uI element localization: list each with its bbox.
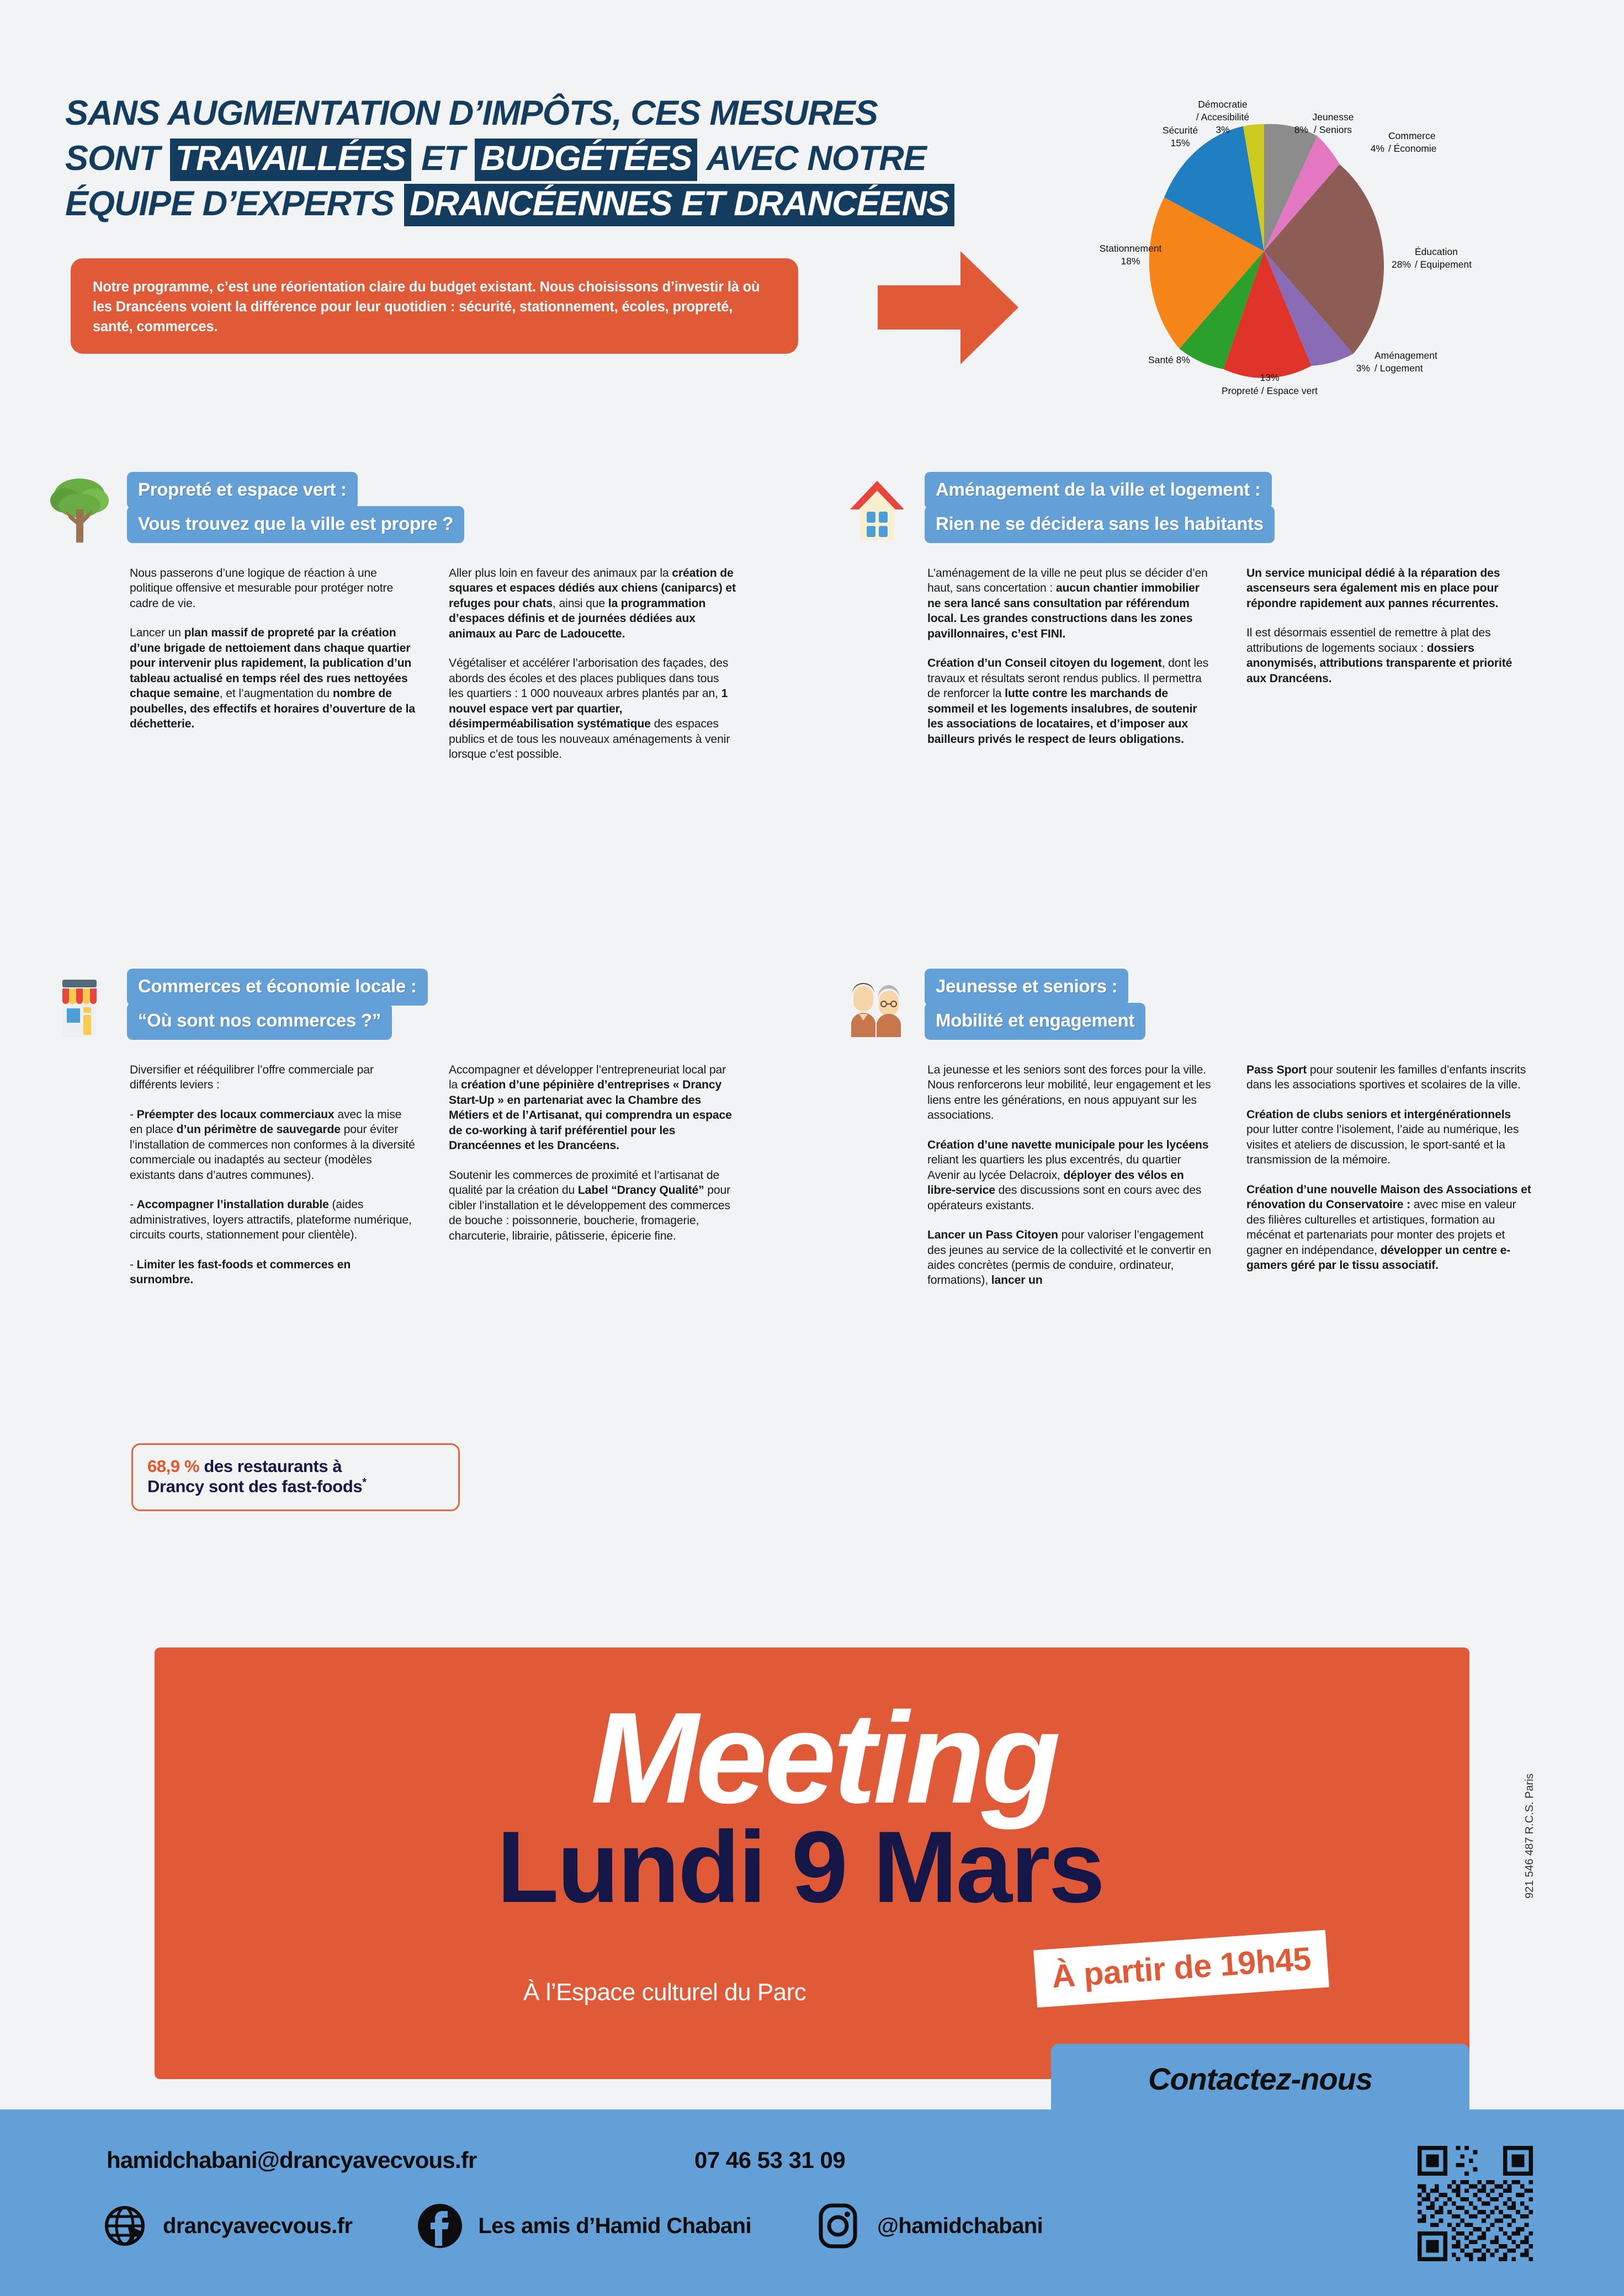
- paragraph: - Préempter des locaux commerciaux avec la mise en place d’un périmètre de sauvegarde pour éviter l’installation de commerces non conformes à la diversité commerciale ou inadaptés au secteur (modèles existants dans d’autres communes).: [130, 1108, 415, 1182]
- contact-tab-label: Contactez-nous: [1148, 2061, 1372, 2096]
- website-link[interactable]: [102, 2203, 352, 2249]
- legal-rcs: 921 546 487 R.C.S. Paris: [1524, 1773, 1536, 1899]
- section-title: Aménagement de la ville et logement :: [925, 472, 1272, 509]
- email-address[interactable]: [107, 2147, 477, 2173]
- section-subtitle-pill: [925, 1003, 1145, 1040]
- paragraph: Soutenir les commerces de proximité et l’artisanat de qualité par la création du Label “Drancy Qualité” pour cibler l’installation et le développement des commerces de bouche : poissonnerie, boucherie, fromagerie, charcuterie, librairie, pâtisserie, épicerie fine.: [449, 1168, 731, 1242]
- headline-text-2a: SONT: [65, 139, 169, 178]
- stat-line-2: [147, 1476, 444, 1496]
- section-title: Propreté et espace vert :: [127, 472, 358, 509]
- paragraph: Création d’un Conseil citoyen du logement, dont les travaux et résultats seront rendus publics. Il permettra de renforcer la lutte contre les marchands de sommeil et les logements insalubres, de soutenir les associations de locataires, et d’imposer aux bailleurs privés le respect de leurs obligations.: [927, 657, 1209, 746]
- contact-tab[interactable]: [1051, 2044, 1469, 2113]
- pie-label-democratie-pct: 3%: [1216, 124, 1230, 135]
- meeting-place: À l’Espace culturel du Parc: [523, 1979, 806, 2006]
- section-column-2: [449, 566, 736, 762]
- email-part-3: @drancyavecvous.fr: [257, 2147, 477, 2173]
- section-title-pill: [127, 969, 428, 1006]
- pie-label-securite: Sécurité: [1162, 125, 1198, 136]
- section-header: [845, 969, 1584, 1057]
- section-column-1: [927, 566, 1214, 747]
- pie-label-amenagement-1: Aménagement: [1374, 350, 1437, 361]
- section-columns: [927, 566, 1624, 747]
- pie-label-securite-pct: 15%: [1170, 137, 1190, 148]
- pie-label-stationnement: Stationnement: [1099, 243, 1162, 254]
- website-label: drancyavecvous.fr: [163, 2213, 353, 2238]
- paragraph: - Accompagner l’installation durable (aides administratives, loyers attractifs, plateforme numérique, circuits courts, stationnement pour clientèle).: [130, 1198, 412, 1242]
- instagram-label: @hamidchabani: [877, 2213, 1043, 2238]
- paragraph: Création d’une nouvelle Maison des Associations et rénovation du Conservatoire : avec mise en valeur des filières culturelles et artistiques, formation au mécénat et partenariats pour monter des projets et gagner en indépendance, développer un centre e-gamers géré par le tissu associatif.: [1246, 1183, 1531, 1272]
- paragraph: La jeunesse et les seniors sont des forces pour la ville. Nous renforcerons leur mobilité, leur engagement et les liens entre les générations, en nous appuyant sur les associations.: [927, 1064, 1211, 1122]
- headline-highlight-budgetees: BUDGÉTÉES: [475, 139, 697, 181]
- headline-line-2: [65, 136, 1059, 182]
- section-subtitle-pill: [127, 1003, 392, 1040]
- paragraph: L’aménagement de la ville ne peut plus se décider d’en haut, sans concertation : aucun chantier immobilier ne sera lancé sans consultation par référendum local. Les grandes constructions dans les zones pavillonnaires, c’est FINI.: [927, 567, 1208, 640]
- pie-label-jeunesse-pct: 8%: [1294, 124, 1308, 135]
- paragraph: Accompagner et développer l’entrepreneuriat local par la création d’une pépinière d’entreprises « Drancy Start-Up » en partenariat avec la Chambre des Métiers et de l’Artisanat, qui comprendra un espace de co-working à tarif préférentiel pour les Drancéennes et les Drancéens.: [449, 1064, 732, 1152]
- stat-asterisk: *: [362, 1476, 367, 1489]
- meeting-banner: [155, 1647, 1469, 2079]
- stat-text-1: des restaurants à: [199, 1457, 342, 1476]
- section-header: [47, 969, 687, 1057]
- section-column-2: [449, 1062, 736, 1287]
- headline-text-2c: AVEC NOTRE: [698, 139, 926, 178]
- meeting-date: Lundi 9 Mars: [497, 1810, 1103, 1923]
- paragraph: Création de clubs seniors et intergénérationnels pour lutter contre l’isolement, l’aide au numérique, les visites et ateliers de discussion, le sport-santé et la transmission de la mémoire.: [1246, 1108, 1519, 1167]
- section-jeunesse: [845, 969, 1584, 1287]
- section-title-pill: [925, 472, 1272, 509]
- pie-label-education-pct: 28%: [1391, 259, 1411, 270]
- headline-line-1: [65, 91, 1059, 136]
- section-column-2: [1246, 1062, 1533, 1288]
- arrow-right-icon: [878, 251, 1018, 364]
- shop-icon: [47, 972, 112, 1043]
- section-title-pill: [925, 969, 1128, 1006]
- section-columns: [130, 566, 770, 762]
- instagram-icon: [816, 2203, 862, 2249]
- paragraph: Pass Sport pour soutenir les familles d’enfants inscrits dans les associations sportives et scolaires de la ville.: [1246, 1064, 1526, 1092]
- section-subtitle: Mobilité et engagement: [925, 1003, 1145, 1040]
- facebook-label: Les amis d’Hamid Chabani: [478, 2213, 751, 2238]
- section-columns: [130, 1062, 770, 1287]
- email-part-2: chabani: [172, 2147, 257, 2173]
- page-title: [65, 91, 1059, 227]
- qr-code[interactable]: [1413, 2141, 1537, 2266]
- section-title-pill: [127, 472, 358, 509]
- pie-label-proprete: Propreté / Espace vert: [1221, 385, 1318, 396]
- instagram-link[interactable]: [816, 2203, 1043, 2249]
- pie-label-sante: Santé 8%: [1148, 354, 1190, 365]
- paragraph: Diversifier et rééquilibrer l’offre commerciale par différents leviers :: [130, 1064, 374, 1092]
- headline-text-2b: ET: [412, 139, 474, 178]
- paragraph: Il est désormais essentiel de remettre à plat des attributions de logements sociaux : dossiers anonymisés, attributions transparente et priorité aux Drancéens.: [1246, 626, 1512, 685]
- section-column-1: [927, 1062, 1214, 1288]
- footer-contact-bar: [0, 2109, 1624, 2296]
- headline-text-1: SANS AUGMENTATION D’IMPÔTS, CES MESURES: [65, 94, 878, 132]
- paragraph: - Limiter les fast-foods et commerces en surnombre.: [130, 1258, 351, 1286]
- section-subtitle: Rien ne se décidera sans les habitants: [925, 506, 1275, 543]
- section-column-1: [130, 1062, 417, 1287]
- statistic-callout: [131, 1443, 460, 1511]
- seniors-icon: [845, 972, 910, 1043]
- section-subtitle: “Où sont nos commerces ?”: [127, 1003, 392, 1040]
- paragraph: Création d’une navette municipale pour les lycéens reliant les quartiers les plus excentrés, du quartier Avenir au lycée Delacroix, déployer des vélos en libre-service des discussions sont en cours avec des opérateurs existants.: [927, 1138, 1209, 1212]
- pie-label-democratie-1: Démocratie: [1198, 99, 1248, 110]
- facebook-link[interactable]: [417, 2203, 751, 2249]
- paragraph: Aller plus loin en faveur des animaux par la création de squares et espaces dédiés aux chiens (caniparcs) et refuges pour chats, ainsi que la programmation d’espaces définis et de journées dédiées aux animaux au Parc de Ladoucette.: [449, 567, 736, 640]
- phone-number[interactable]: 07 46 53 31 09: [694, 2147, 846, 2173]
- paragraph: Végétaliser et accélérer l’arborisation des façades, des abords des écoles et des places publiques dans tous les quartiers : 1 000 nouveaux arbres plantés par an, 1 nouvel espace vert par quartier, désimperméabilisation systématique des espaces publics et de tous les nouveaux aménagements à venir lorsque c’est possible.: [449, 657, 730, 761]
- pie-label-commerce-pct: 4%: [1370, 143, 1384, 154]
- pie-label-jeunesse-1: Jeunesse: [1312, 111, 1354, 123]
- globe-icon: [102, 2203, 147, 2249]
- headline-highlight-dranceens: DRANCÉENNES ET DRANCÉENS: [404, 184, 954, 226]
- meeting-word: Meeting: [591, 1685, 1058, 1830]
- stat-text-2: Drancy sont des fast-foods: [147, 1476, 363, 1496]
- pie-label-jeunesse-2: / Seniors: [1314, 124, 1352, 135]
- section-columns: [927, 1062, 1624, 1288]
- intro-text: Notre programme, c’est une réorientation claire du budget existant. Nous choisissons d’investir là où les Drancéens voient la différence pour leur quotidien : sécurité, stationnement, écoles, propreté, santé, commerces.: [93, 279, 760, 335]
- house-icon: [845, 475, 910, 546]
- facebook-icon: [417, 2203, 463, 2249]
- social-links: [102, 2203, 1108, 2249]
- pie-label-proprete-pct: 13%: [1260, 372, 1280, 383]
- section-header: [845, 472, 1584, 560]
- budget-pie-chart: [1032, 66, 1590, 447]
- paragraph: Nous passerons d’une logique de réaction à une politique offensive et mesurable pour protéger notre cadre de vie.: [130, 567, 394, 610]
- stat-line-1: [147, 1457, 444, 1476]
- section-header: [47, 472, 687, 560]
- section-column-2: [1246, 566, 1533, 747]
- pie-label-education-2: / Equipement: [1415, 259, 1472, 270]
- section-subtitle-pill: [925, 506, 1275, 543]
- paragraph: Un service municipal dédié à la réparation des ascenseurs sera également mis en place pour répondre rapidement aux pannes récurrentes.: [1246, 567, 1500, 610]
- headline-text-3a: ÉQUIPE D’EXPERTS: [65, 184, 404, 223]
- section-proprete: [47, 472, 736, 761]
- section-title: Commerces et économie locale :: [127, 969, 428, 1006]
- paragraph: Lancer un Pass Citoyen pour valoriser l’engagement des jeunes au service de la collectivité et le convertir en aides concrètes (permis de conduire, ordinateur, formations), lancer un: [927, 1229, 1212, 1287]
- pie-label-amenagement-pct: 3%: [1356, 363, 1370, 374]
- pie-label-education-1: Éducation: [1415, 246, 1458, 257]
- tree-icon: [47, 475, 112, 546]
- section-subtitle-pill: [127, 506, 464, 543]
- pie-label-democratie-2: / Accesibilité: [1196, 111, 1250, 123]
- intro-callout: [71, 258, 798, 354]
- stat-percent: 68,9 %: [147, 1457, 200, 1476]
- headline-highlight-travaillees: TRAVAILLÉES: [170, 139, 411, 181]
- meeting-time-badge: À partir de 19h45: [1033, 1930, 1329, 2008]
- section-amenagement: [845, 472, 1584, 746]
- pie-label-commerce-1: Commerce: [1388, 130, 1436, 141]
- headline-line-3: [65, 182, 1059, 227]
- pie-label-stationnement-pct: 18%: [1121, 256, 1140, 267]
- section-subtitle: Vous trouvez que la ville est propre ?: [127, 506, 464, 543]
- paragraph: Lancer un plan massif de propreté par la création d’une brigade de nettoiement dans chaque quartier pour intervenir plus rapidement, la publication d’un tableau actualisé en temps réel des rues nettoyées chaque semaine, et l’augmentation du nombre de poubelles, des effectifs et horaires d’ouverture de la déchetterie.: [130, 626, 416, 731]
- pie-label-commerce-2: / Économie: [1388, 143, 1437, 154]
- pie-label-amenagement-2: / Logement: [1374, 363, 1423, 374]
- section-title: Jeunesse et seniors :: [925, 969, 1128, 1006]
- section-column-1: [130, 566, 417, 762]
- email-part-1: hamid: [107, 2147, 173, 2173]
- section-commerces: [47, 969, 732, 1286]
